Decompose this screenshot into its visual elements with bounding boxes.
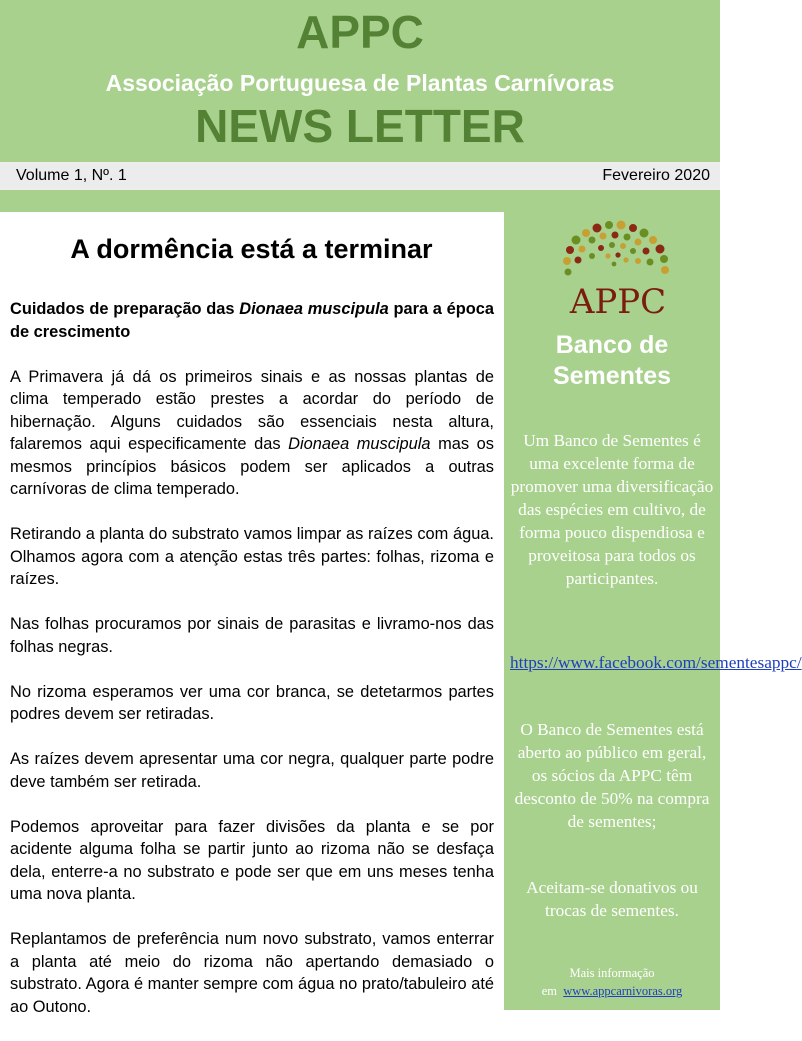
more-info-label: Mais informação (569, 966, 655, 980)
more-info (504, 964, 720, 1000)
divider-band (0, 190, 720, 212)
article-subtitle (10, 298, 494, 343)
paragraph-1-text-start: A Primavera já dá os primeiros sinais e as nossas plantas de clima temperado estão prestes a acordar do período de hibernação. Alguns cuidados são essenciais nesta altura, falaremos aqui especificamente das (10, 367, 494, 453)
paragraph-1-species: Dionaea muscipula (288, 435, 431, 453)
sidebar-seed-bank (504, 212, 802, 1010)
article-paragraph: Nas folhas procuramos por sinais de parasitas e livramo-nos das folhas negras. (10, 615, 494, 656)
article-paragraph: No rizoma esperamos ver uma cor branca, se detetarmos partes podres devem ser retiradas. (10, 682, 494, 723)
paragraph-1-text-end: mas os mesmos princípios básicos podem ser aplicados a outras carnívoras de clima temperado. (10, 435, 494, 498)
article-paragraph: Retirando a planta do substrato vamos limpar as raízes com água. Olhamos agora com a atenção estas três partes: folhas, rizoma e raízes. (10, 525, 494, 588)
more-info-line (504, 982, 720, 1000)
website-link[interactable]: www.appcarnivoras.org (563, 984, 683, 998)
subtitle-species: Dionaea muscipula (239, 300, 389, 318)
article-paragraph (10, 366, 494, 501)
issue-date: Fevereiro 2020 (602, 167, 710, 184)
seed-bank-title: Banco de Sementes (552, 331, 672, 390)
more-info-prefix: em (541, 984, 557, 998)
issue-volume: Volume 1, Nº. 1 (16, 167, 127, 184)
article-paragraph: Replantamos de preferência num novo substrato, vamos enterrar a planta até meio do rizoma não apertando demasiado o substrato. Agora é manter sempre com água no prato/tabuleiro até ao Outono. (10, 930, 494, 1016)
article-body (10, 298, 494, 1041)
newsletter-header (0, 0, 720, 162)
article-title: A dormência está a terminar (70, 234, 433, 264)
seed-bank-donations: Aceitam-se donativos ou trocas de sementes. (526, 878, 698, 920)
main-article-panel (0, 212, 503, 1040)
facebook-link[interactable]: https://www.facebook.com/sementesappc/ (510, 653, 802, 672)
seed-bank-intro: Um Banco de Sementes é uma excelente forma de promover uma diversificação das espécies em cultivo, de forma pouco dispendiosa e proveitosa para todos os participantes. (510, 431, 714, 588)
header-newsletter-title: NEWS LETTER (195, 100, 525, 152)
subtitle-text-end: para a época de crescimento (10, 300, 494, 341)
article-paragraph: As raízes devem apresentar uma cor negra, qualquer parte podre deve também ser retirada. (10, 750, 494, 791)
header-association-name: Associação Portuguesa de Plantas Carnívoras (105, 70, 615, 96)
seed-bank-access-info: O Banco de Sementes está aberto ao público em geral, os sócios da APPC têm desconto de 50% na compra de sementes; (514, 720, 710, 831)
article-paragraph: Podemos aproveitar para fazer divisões da planta e se por acidente alguma folha se partir junto ao rizoma não se desfaça dela, enterre-a no substrato e pode ser que em uns meses tenha uma nova planta. (10, 817, 494, 903)
appc-logo (556, 218, 680, 320)
issue-bar (0, 162, 720, 190)
subtitle-text-start: Cuidados de preparação das (10, 300, 240, 318)
logo-lettering: APPC (569, 282, 667, 322)
header-acronym: APPC (296, 6, 424, 58)
